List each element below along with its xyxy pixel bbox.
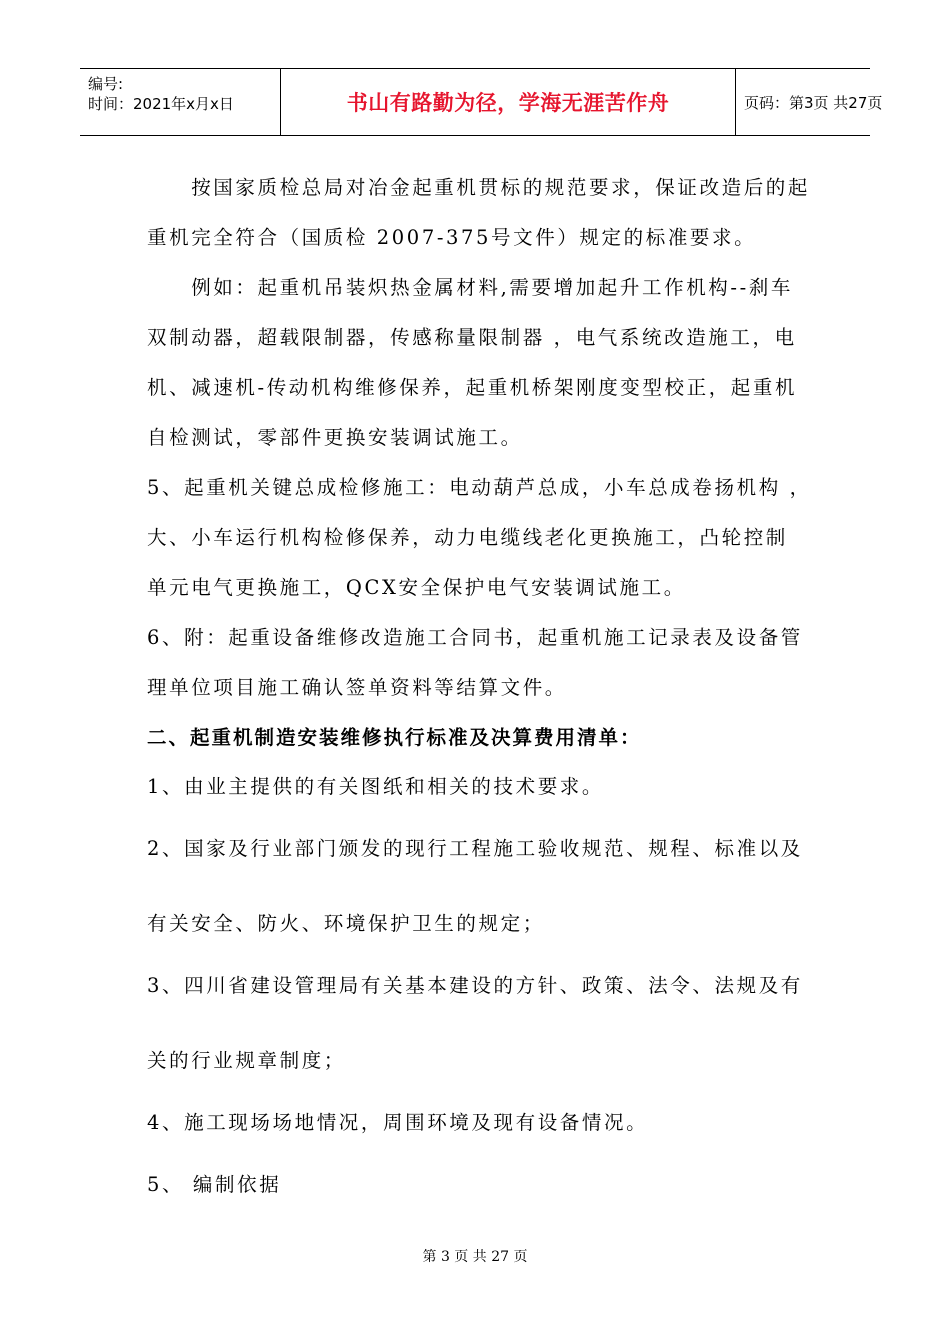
body-line: 例如：起重机吊装炽热金属材料,需要增加起升工作机构--刹车 <box>147 276 793 299</box>
document-number-label: 编号: <box>88 75 124 93</box>
body-line: 机、减速机-传动机构维修保养，起重机桥架刚度变型校正，起重机 <box>147 376 798 399</box>
body-line: 双制动器，超载限制器，传感称量限制器 ，电气系统改造施工，电 <box>147 326 797 349</box>
header-page-number: 页码：第3页 共27页 <box>744 93 883 112</box>
body-line: 4、施工现场场地情况，周围环境及现有设备情况。 <box>147 1111 649 1134</box>
body-line: 6、附：起重设备维修改造施工合同书，起重机施工记录表及设备管 <box>147 626 803 649</box>
body-line: 关的行业规章制度； <box>147 1049 346 1072</box>
document-time-label: 时间：2021年x月x日 <box>88 95 234 113</box>
body-line: 5、起重机关键总成检修施工：电动葫芦总成，小车总成卷扬机构 ， <box>147 476 812 499</box>
body-line: 有关安全、防火、环境保护卫生的规定； <box>147 912 545 935</box>
header-meta-cell <box>80 69 281 135</box>
body-line: 自检测试，零部件更换安装调试施工。 <box>147 426 523 449</box>
body-line: 理单位项目施工确认签单资料等结算文件。 <box>147 676 567 699</box>
body-line: 重机完全符合（国质检 2007-375号文件）规定的标准要求。 <box>147 226 757 249</box>
body-line: 5、 编制依据 <box>147 1173 282 1196</box>
header-motto: 书山有路勤为径，学海无涯苦作舟 <box>281 69 736 135</box>
body-line: 2、国家及行业部门颁发的现行工程施工验收规范、规程、标准以及 <box>147 837 803 860</box>
body-line: 按国家质检总局对冶金起重机贯标的规范要求，保证改造后的起 <box>147 176 811 199</box>
body-line: 单元电气更换施工，QCX安全保护电气安装调试施工。 <box>147 576 686 599</box>
page-header <box>80 68 883 136</box>
page-footer: 第 3 页 共 27 页 <box>422 1249 528 1265</box>
body-line: 1、由业主提供的有关图纸和相关的技术要求。 <box>147 775 605 798</box>
section-heading: 二、起重机制造安装维修执行标准及决算费用清单： <box>147 726 642 749</box>
body-line: 大、小车运行机构检修保养，动力电缆线老化更换施工，凸轮控制 <box>147 526 788 549</box>
body-line: 3、四川省建设管理局有关基本建设的方针、政策、法令、法规及有 <box>147 974 803 997</box>
